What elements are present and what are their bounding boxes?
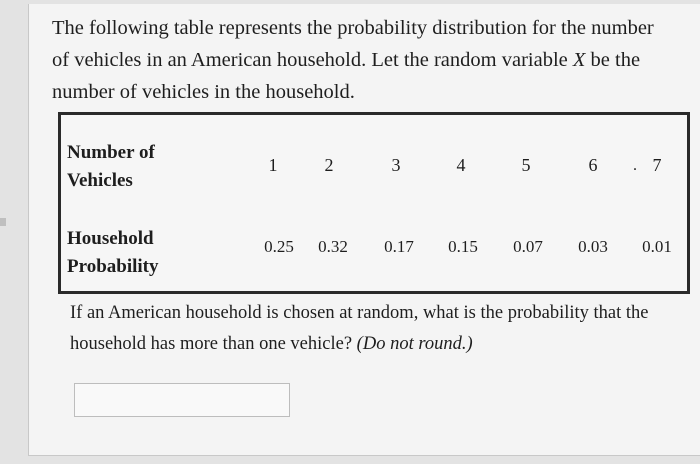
probability-table (58, 112, 690, 294)
probability-value: 0.15 (448, 237, 478, 256)
intro-line-3: number of vehicles in the household. (52, 81, 355, 103)
intro-line-2-pre: of vehicles in an American household. Let the random variable (52, 49, 573, 71)
vehicle-value: 6 (588, 155, 598, 175)
probability-value: 0.25 (264, 237, 294, 256)
vehicle-value: 4 (456, 155, 466, 175)
probability-row-label: Household Probability (67, 228, 159, 277)
probability-value: 0.01 (642, 237, 672, 256)
probability-value: 0.03 (578, 237, 608, 256)
answer-input[interactable] (74, 383, 290, 417)
probability-value: 0.17 (384, 237, 414, 256)
random-variable: X (572, 49, 586, 71)
intro-line-2-post: be the (585, 49, 641, 71)
vehicles-row-label: Number of Vehicles (67, 142, 155, 191)
vehicle-value: 5 (521, 155, 531, 175)
question-text (70, 298, 690, 360)
problem-statement (52, 12, 682, 108)
intro-line-1: The following table represents the probability distribution for the number (52, 17, 654, 39)
probability-value: 0.32 (318, 237, 348, 256)
margin-marker (0, 218, 6, 226)
question-body: If an American household is chosen at random, what is the probability that the household has more than one vehicle? (70, 303, 649, 354)
vehicle-value: 2 (324, 155, 334, 175)
vehicle-value: 1 (268, 155, 278, 175)
rounding-note: (Do not round.) (356, 334, 473, 354)
stray-dot: . (633, 157, 637, 174)
probability-value: 0.07 (513, 237, 543, 256)
vehicle-value: 7 (652, 155, 662, 175)
vehicle-value: 3 (391, 155, 401, 175)
